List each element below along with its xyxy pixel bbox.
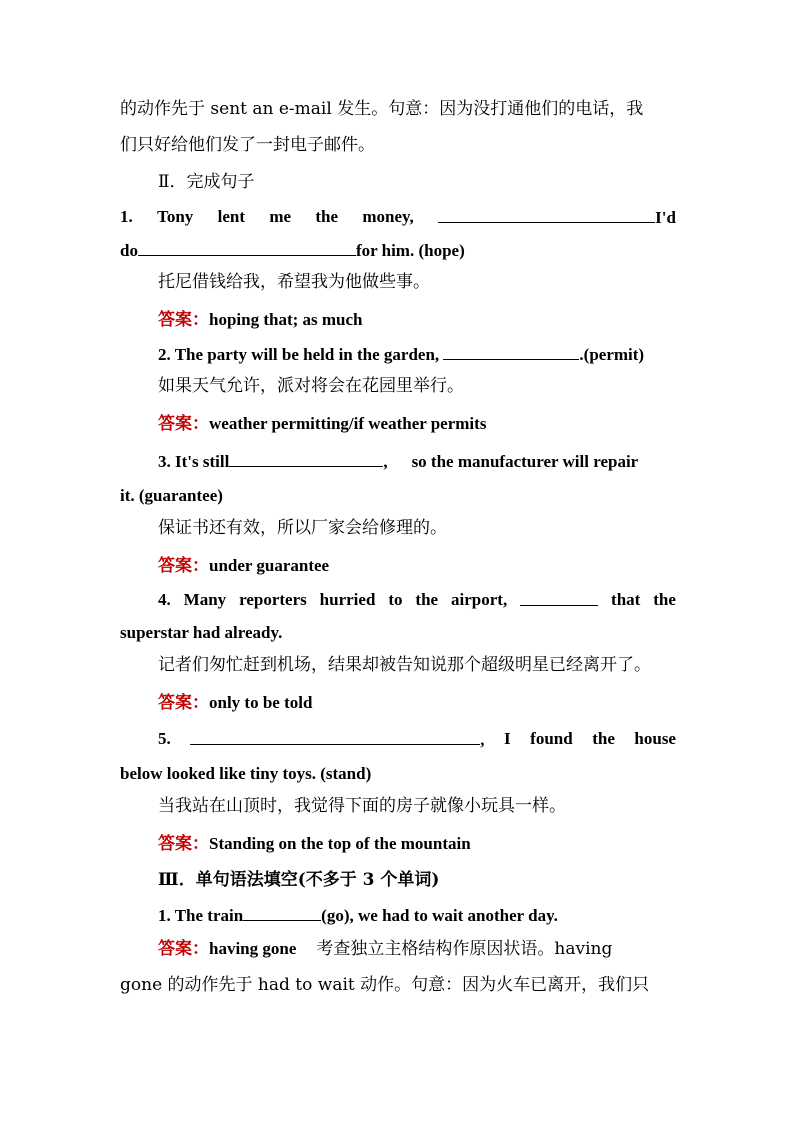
item-5-line-1: 5. , I found the house: [158, 729, 676, 749]
item-5-line-2: below looked like tiny toys. (stand): [120, 764, 372, 783]
section-2-heading: Ⅱ．完成句子: [158, 172, 255, 192]
item-5-answer: 答案：Standing on the top of the mountain: [158, 834, 471, 854]
s3-item-1-line-1: 1. The train (go), we had to wait another day.: [0, 903, 794, 928]
blank-5[interactable]: [190, 727, 480, 745]
intro-line-1: 的动作先于 sent an e-mail 发生。句意：因为没打通他们的电话，我: [120, 99, 644, 119]
blank-2[interactable]: [443, 342, 579, 360]
intro-line-2: 们只好给他们发了一封电子邮件。: [120, 135, 375, 155]
item-4-answer: 答案：only to be told: [158, 693, 313, 713]
blank-1a[interactable]: [438, 205, 655, 223]
s3-item-1-answer: 答案：having gone 考查独立主格结构作原因状语。having: [158, 939, 613, 959]
item-4-chinese: 记者们匆忙赶到机场，结果却被告知说那个超级明星已经离开了。: [158, 655, 651, 675]
item-1-chinese: 托尼借钱给我，希望我为他做些事。: [158, 272, 430, 292]
item-2-line-1: 2. The party will be held in the garden, .(permit): [0, 342, 794, 367]
item-1-answer: 答案：hoping that; as much: [158, 310, 363, 330]
item-2-chinese: 如果天气允许，派对将会在花园里举行。: [158, 376, 464, 396]
item-3-chinese: 保证书还有效，所以厂家会给修理的。: [158, 518, 447, 538]
item-3-line-2: it. (guarantee): [120, 486, 223, 505]
blank-s3-1[interactable]: [243, 903, 321, 921]
blank-1b[interactable]: [138, 238, 356, 256]
item-3-line-1: 3. It's still , so the manufacturer will repair: [0, 449, 794, 474]
s3-item-1-explain: gone 的动作先于 had to wait 动作。句意：因为火车已离开，我们只: [120, 975, 650, 995]
item-1-line-1: 1. Tony lent me the money, I'd: [120, 207, 676, 227]
item-2-answer: 答案：weather permitting/if weather permits: [158, 414, 487, 434]
item-4-line-1: 4. Many reporters hurried to the airport, that the: [158, 590, 676, 609]
section-3-heading: Ⅲ．单句语法填空(不多于 3 个单词): [158, 870, 440, 890]
item-5-chinese: 当我站在山顶时，我觉得下面的房子就像小玩具一样。: [158, 796, 566, 816]
item-4-line-2: superstar had already.: [120, 623, 283, 642]
item-3-answer: 答案：under guarantee: [158, 556, 330, 576]
blank-3[interactable]: [229, 449, 383, 467]
item-1-line-2: do for him. (hope): [0, 238, 794, 263]
blank-4[interactable]: [520, 588, 598, 606]
